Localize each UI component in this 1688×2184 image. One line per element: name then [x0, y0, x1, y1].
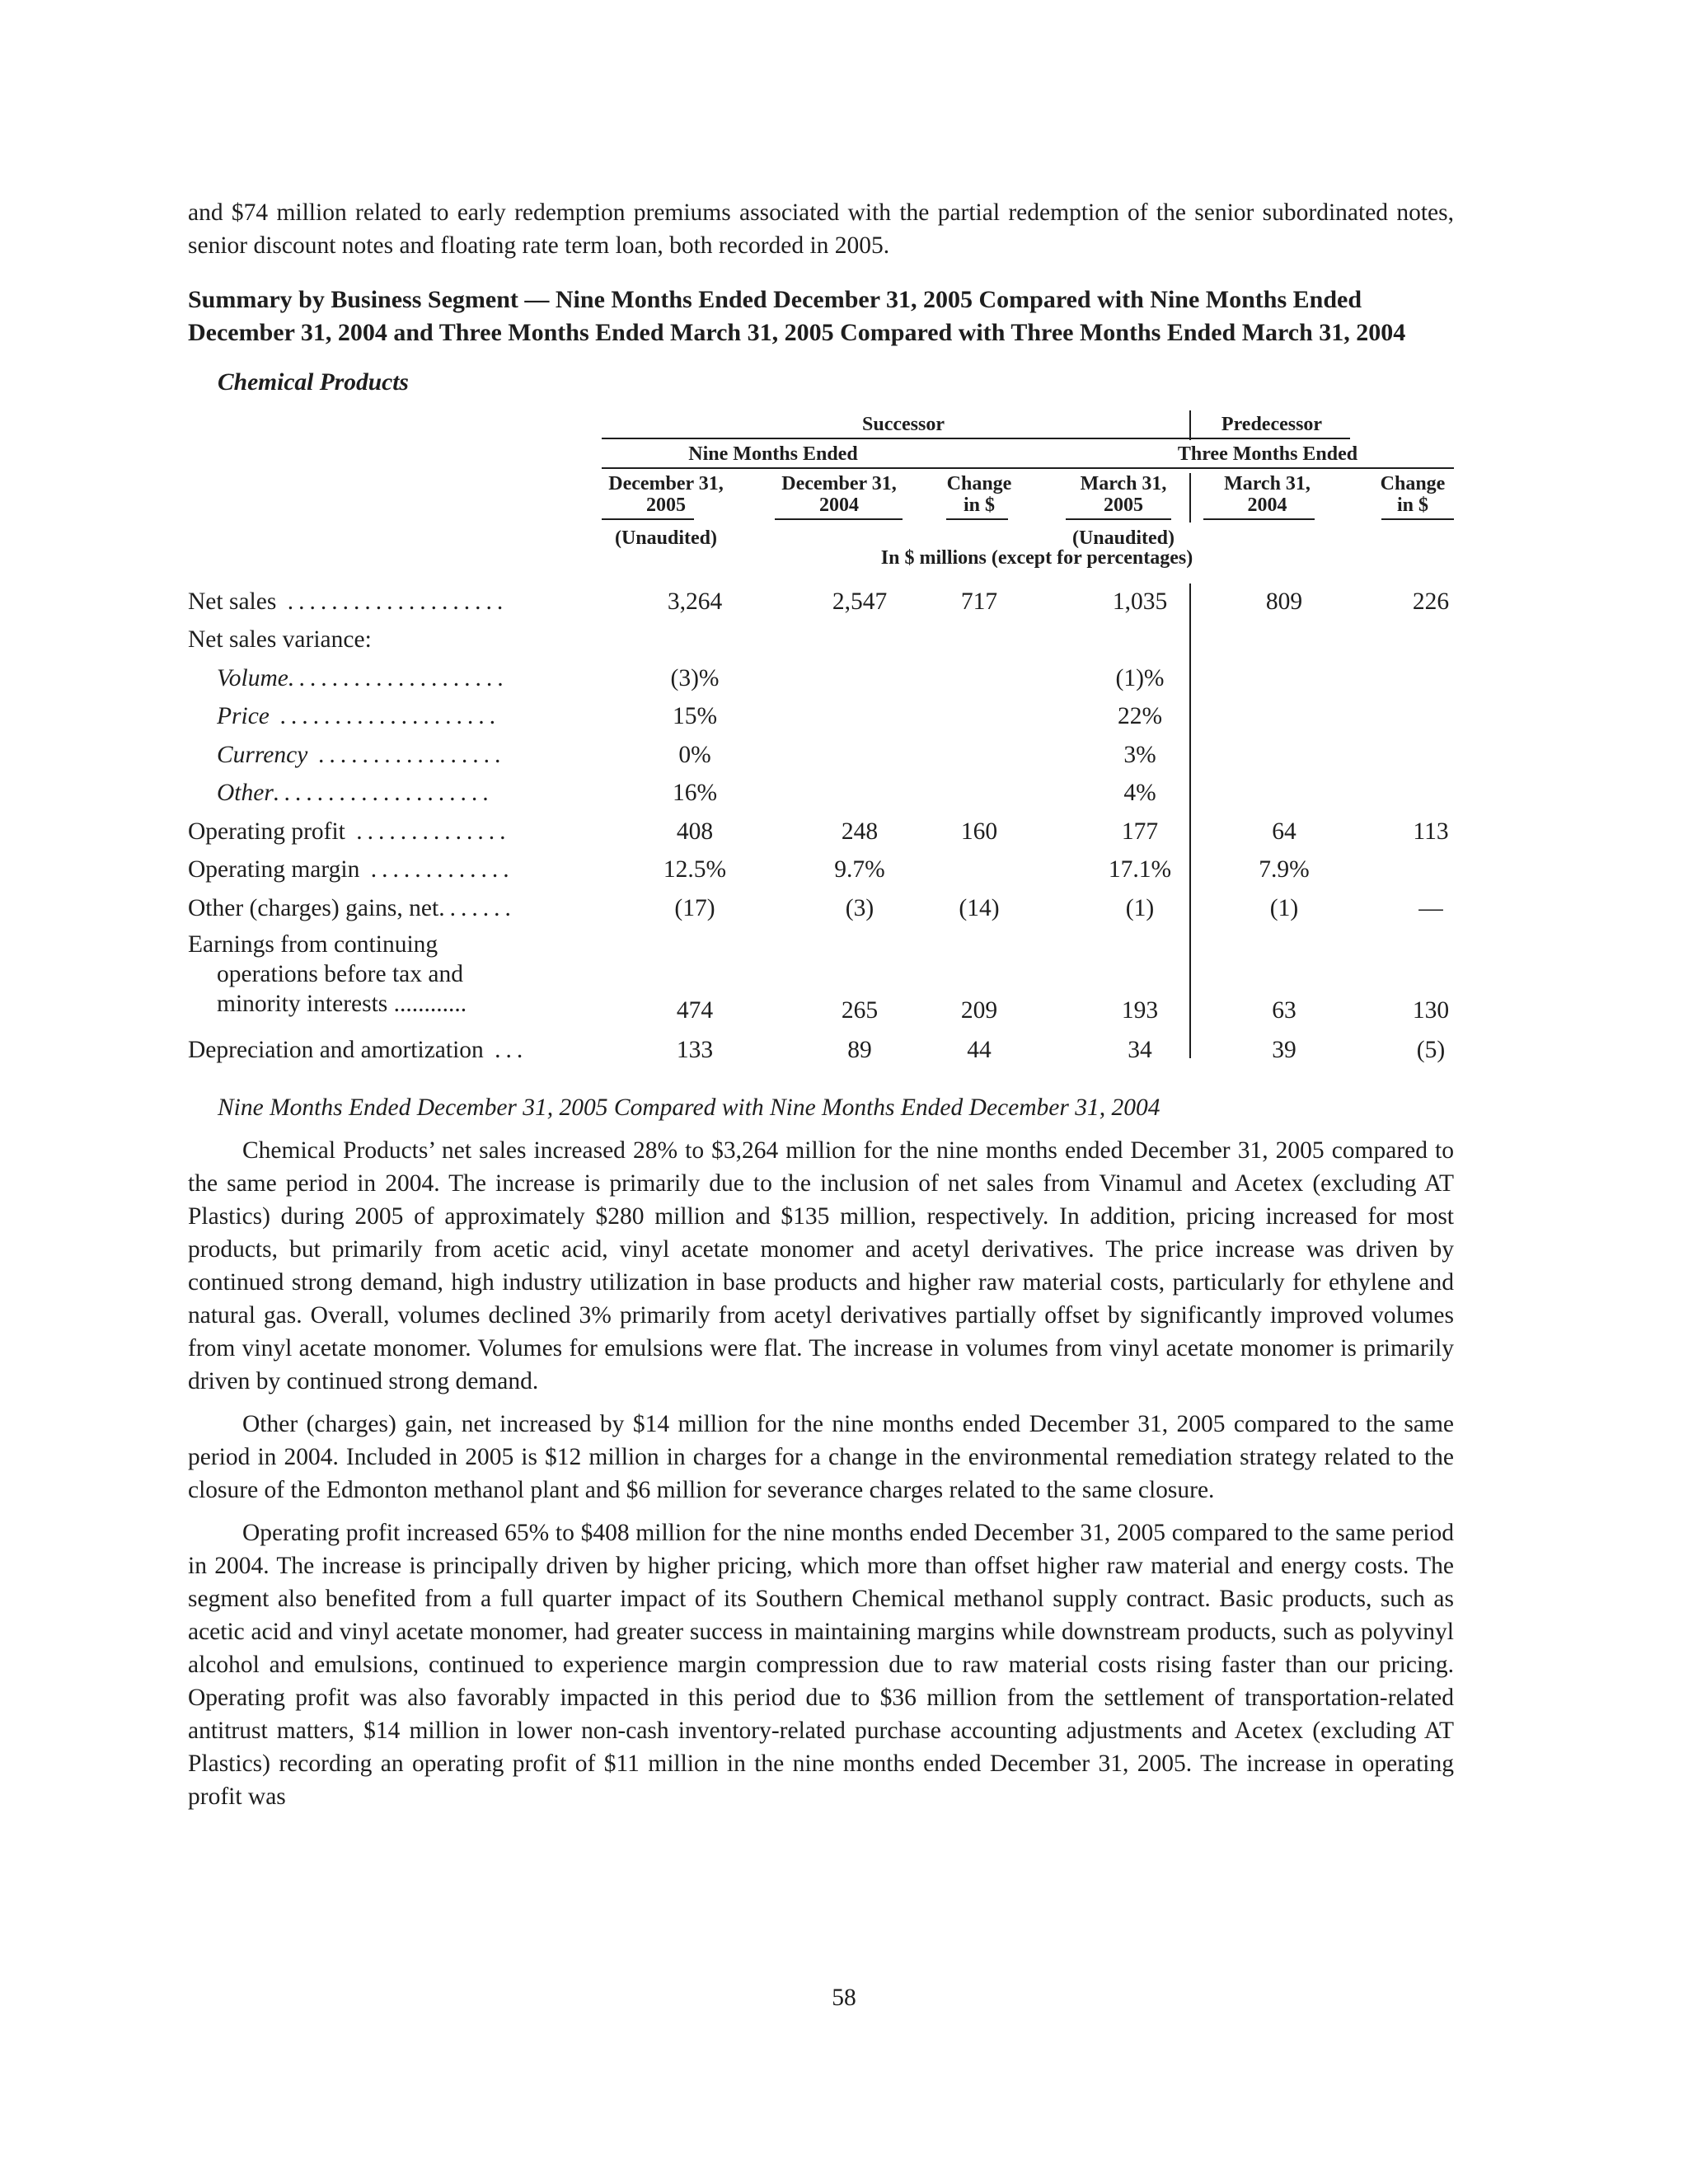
cell: 89: [847, 1037, 872, 1063]
row-depreciation: [188, 1033, 1454, 1071]
cell: 226: [1412, 588, 1450, 615]
col-header-mar-2004: March 31, 2004: [1224, 473, 1311, 516]
row-label: [217, 700, 575, 733]
col-header-dec-2005: December 31, 2005: [608, 473, 724, 516]
row-label: [188, 1033, 575, 1066]
cell: —: [1418, 895, 1443, 921]
page-number: 58: [832, 1985, 856, 2011]
header-successor: Successor: [862, 414, 945, 435]
label-text: Net sales: [188, 588, 277, 615]
row-earnings-continuing-ops: [188, 930, 1454, 1029]
rule-col-5: [1203, 518, 1315, 520]
cell: (14): [959, 895, 1000, 921]
cell: 133: [676, 1037, 714, 1063]
unaudited-label-1: (Unaudited): [614, 527, 718, 549]
cell: 15%: [672, 703, 718, 729]
col-header-dec-2004: December 31, 2004: [781, 473, 897, 516]
row-other: [188, 776, 1454, 814]
financial-table: [188, 410, 1454, 1066]
cell: 39: [1272, 1037, 1296, 1063]
label-text: minority interests: [217, 991, 388, 1017]
cell: (3)%: [670, 665, 720, 691]
cell: 44: [967, 1037, 992, 1063]
label-text: Price: [217, 703, 270, 729]
cell: (5): [1416, 1037, 1446, 1063]
cell: (1)%: [1115, 665, 1165, 691]
label-text: Operating profit: [188, 818, 345, 845]
row-currency: [188, 738, 1454, 776]
leader-dots: ....................: [269, 703, 501, 729]
col-header-change-2: Change in $: [1380, 473, 1446, 516]
row-label: Net sales variance:: [188, 626, 372, 653]
label-line: operations before tax and: [217, 961, 463, 987]
cell: 474: [676, 997, 714, 1024]
cell: 265: [841, 997, 879, 1024]
label-text: Other (charges) gains, net: [188, 895, 439, 921]
row-label: [188, 853, 575, 886]
rule-col-2: [775, 518, 903, 520]
rule-col-1: [602, 518, 694, 520]
header-predecessor: Predecessor: [1221, 414, 1323, 435]
cell: 2,547: [832, 588, 888, 615]
cell: 16%: [672, 780, 718, 806]
row-label: [188, 892, 575, 925]
row-label: [217, 776, 575, 809]
cell: 809: [1265, 588, 1303, 615]
row-label: [188, 815, 575, 848]
row-operating-profit: [188, 815, 1454, 853]
cell: 9.7%: [834, 856, 885, 883]
cell: (1): [1269, 895, 1299, 921]
row-label: [188, 930, 575, 1019]
rule-three-months: [1066, 467, 1454, 469]
paragraph: Chemical Products’ net sales increased 28% to $3,264 million for the nine months ended December 31, 2005 compared to the same period in 2004. The increase is primarily due to the inclusion of net sales from Vinamul and Acetex (excluding AT Plastics) during 2005 of approximately $280 million and $135 million, respectively. In addition, pricing increased for most products, but primarily from acetic acid, vinyl acetate monomer and acetyl derivatives. The price increase was driven by continued strong demand, high industry utilization in base products and higher raw material costs, particularly for ethylene and natural gas. Overall, volumes declined 3% primarily from acetyl derivatives partially offset by significantly improved volumes from vinyl acetate monomer. Volumes for emulsions were flat. The increase in volumes from vinyl acetate monomer is primarily driven by continued strong demand.: [188, 1137, 1454, 1394]
segment-title: Chemical Products: [218, 369, 409, 396]
rule-predecessor: [1203, 438, 1331, 439]
row-price: [188, 700, 1454, 738]
cell: 64: [1272, 818, 1296, 845]
row-operating-margin: [188, 853, 1454, 891]
cell: (1): [1125, 895, 1155, 921]
paragraph: Operating profit increased 65% to $408 million for the nine months ended December 31, 2005 compared to the same period in 2004. The increase is principally driven by higher pricing, which more than offset higher raw material and energy costs. The segment also benefited from a full quarter impact of its Southern Chemical methanol supply contract. Basic products, such as acetic acid and vinyl acetate monomer, had greater success in maintaining margins while downstream products, such as polyvinyl alcohol and emulsions, continued to experience margin compression due to raw material costs rising faster than our pricing. Operating profit was also favorably impacted in this period due to $36 million from the settlement of transportation-related antitrust matters, $14 million in lower non-cash inventory-related purchase accounting adjustments and Acetex (excluding AT Plastics) recording an operating profit of $11 million in the nine months ended December 31, 2005. The increase in operating profit was: [188, 1520, 1454, 1810]
units-note: In $ millions (except for percentages): [880, 547, 1193, 569]
col-header-change-1: Change in $: [946, 473, 1012, 516]
divider-header: [1189, 410, 1191, 440]
row-volume: [188, 662, 1454, 700]
label-text: Volume: [217, 665, 288, 691]
cell: 113: [1413, 818, 1449, 845]
leader-dots: .......: [438, 895, 516, 921]
row-label: [217, 738, 575, 771]
cell: 177: [1121, 818, 1159, 845]
cell: 34: [1128, 1037, 1152, 1063]
cell: 193: [1121, 997, 1159, 1024]
leader-dots: ....................: [276, 588, 509, 615]
leader-dots: ............: [387, 991, 467, 1017]
header-nine-months: Nine Months Ended: [688, 443, 858, 465]
cell: 1,035: [1112, 588, 1168, 615]
intro-paragraph: and $74 million related to early redemption premiums associated with the partial redemption of the senior subordinated notes, senior discount notes and floating rate term loan, both recorded in 2005.: [188, 199, 1454, 259]
cell: 248: [841, 818, 879, 845]
rule-col-3: [946, 518, 1008, 520]
paragraph: Other (charges) gain, net increased by $14 million for the nine months ended December 31, 2005 compared to the same period in 2004. Included in 2005 is $12 million in charges for a change in the environmental remediation strategy related to the closure of the Edmonton methanol plant and $6 million for severance charges related to the same closure.: [188, 1411, 1454, 1503]
unaudited-label-2: (Unaudited): [1071, 527, 1175, 549]
row-label: [188, 585, 575, 618]
header-three-months: Three Months Ended: [1177, 443, 1358, 465]
leader-dots: .................: [307, 742, 507, 768]
cell: 3,264: [667, 588, 723, 615]
leader-dots: ....................: [288, 665, 509, 691]
row-net-sales: [188, 585, 1454, 623]
leader-dots: ...: [483, 1037, 528, 1063]
cell: (3): [845, 895, 874, 921]
col-header-mar-2005: March 31, 2005: [1080, 473, 1167, 516]
divider-columns: [1189, 473, 1191, 523]
leader-dots: ..............: [345, 818, 511, 845]
cell: 160: [960, 818, 998, 845]
label-text: Currency: [217, 742, 308, 768]
rule-col-6: [1381, 518, 1454, 520]
cell: 408: [676, 818, 714, 845]
cell: 717: [960, 588, 998, 615]
body-text: [188, 1134, 1454, 1813]
leader-dots: ....................: [273, 780, 495, 806]
cell: 12.5%: [663, 856, 727, 883]
rule-col-4: [1066, 518, 1171, 520]
cell: 63: [1272, 997, 1296, 1024]
cell: 17.1%: [1108, 856, 1172, 883]
cell: 3%: [1123, 742, 1156, 768]
section-heading: Summary by Business Segment — Nine Months Ended December 31, 2005 Compared with Nine Months Ended December 31, 2004 and Three Months Ended March 31, 2005 Compared with Three Months Ended March 31, 2004: [188, 286, 1406, 346]
cell: 7.9%: [1259, 856, 1310, 883]
label-line: Earnings from continuing: [188, 931, 438, 958]
cell: 209: [960, 997, 998, 1024]
row-other-charges: [188, 892, 1454, 930]
cell: 22%: [1117, 703, 1163, 729]
cell: 130: [1412, 997, 1450, 1024]
label-line: [188, 989, 575, 1019]
cell: 4%: [1123, 780, 1156, 806]
cell: 0%: [678, 742, 711, 768]
label-text: Operating margin: [188, 856, 360, 883]
label-text: Other: [217, 780, 274, 806]
label-text: Depreciation and amortization: [188, 1037, 484, 1063]
leader-dots: .............: [359, 856, 514, 883]
row-net-sales-variance: [188, 623, 1454, 661]
cell: (17): [674, 895, 715, 921]
row-label: [217, 662, 575, 695]
comparison-title: Nine Months Ended December 31, 2005 Compared with Nine Months Ended December 31, 2004: [218, 1094, 1160, 1121]
document-page: [188, 196, 1454, 1823]
